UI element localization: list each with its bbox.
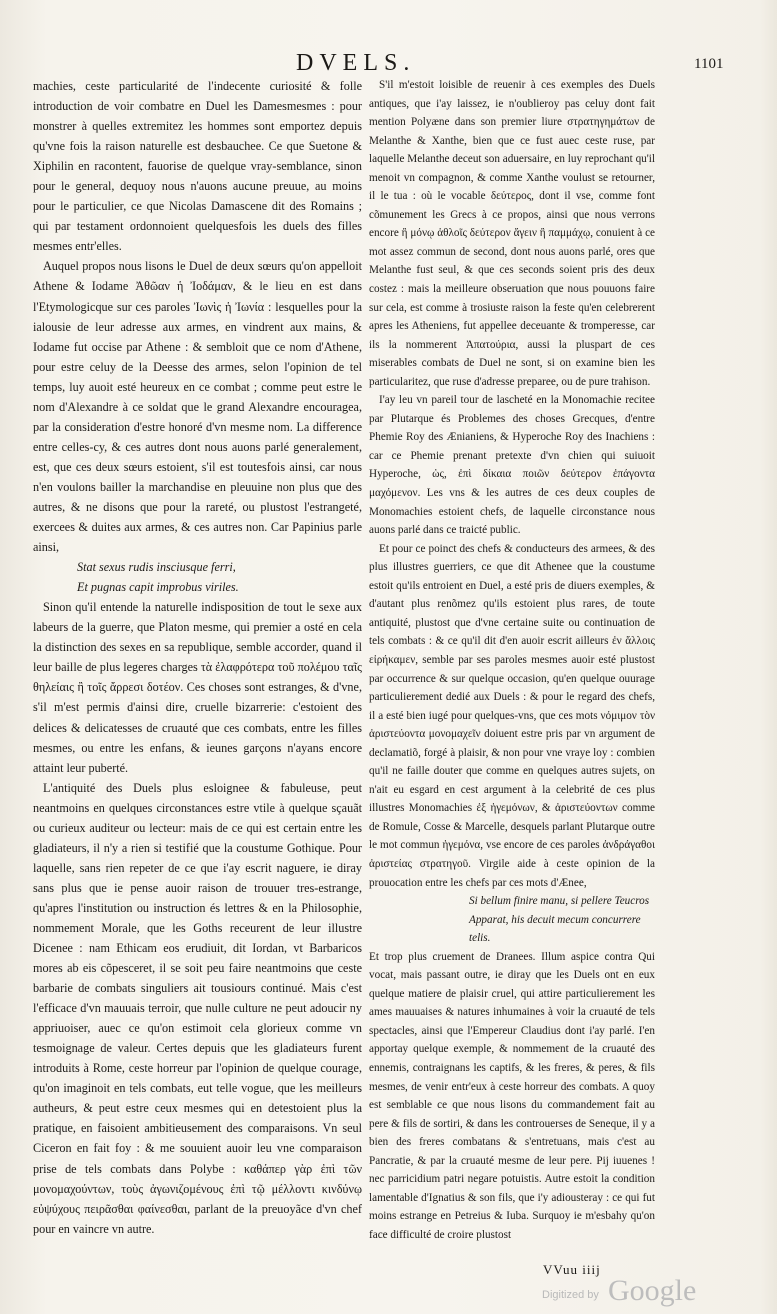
google-logo: Google — [608, 1274, 697, 1307]
running-title: DVELS. — [296, 50, 416, 76]
right-column — [369, 76, 655, 1244]
page-number: 1101 — [694, 56, 724, 72]
paragraph: I'ay leu vn pareil tour de lascheté en la Monomachie recitee par Plutarque és Problemes des choses Grecques, d'entre Phemie Roy des Ænianiens, & Hyperoche Roy des Inachiens : car ce Phemie prenant pretexte d'vn chien qui suiuoit Hyperoche, ὡς, ἐπὶ δίκαια ποιῶν δεύτερον ἐπάγοντα μαχόμενον. Les vns & les autres de ces deux couples de Monomachies estoient chefs, de laquelle circonstance nous auons parlé dans ce traicté public. — [369, 394, 655, 537]
signature-mark: VVuu iiij — [543, 1262, 601, 1277]
verse-line: Si bellum finire manu, si pellere Teucros — [469, 895, 650, 908]
paragraph: Auquel propos nous lisons le Duel de deux sœurs qu'on appelloit Athene & Iodame Ἀθῶαν ἡ Ἰοδάμαν, & le lieu en est dans l'Etymologicque sur ces paroles Ἰωνὶς ἡ Ἰωνία : lesquelles pour la ialousie de leur adresse aux armes, en vindrent aux mains, & Iodame fut occise par Athene : & sembloit que ce nom d'Athene, pour estre celuy de la Deesse des armes, selon l'opinion de tel temps, luy auoit esté heureux en ce combat ; comme peut estre le nom d'Alexandre à ce soldat que le grand Alexandre encouragea, par la consideration d'estre honoré d'vn mesme nom. La difference entre celles-cy, & ces autres dont nous auons parlé generalement, est, que ces deux sœurs estoient, s'il est toutesfois ainsi, car nous n'en voulons bailler la marchandise en pleuuine non plus que des autres, & ne disons que pour la rareté, ou plustost l'estrangeté, exercees & duites aux armes, & ces autres non. Car Papinius parle ainsi, — [33, 259, 362, 555]
paragraph: Sinon qu'il entende la naturelle indisposition de tout le sexe aux labeurs de la guerre, que Platon mesme, qui premier a osté en cela la distinction des sexes en sa republique, semble accorder, quand il leur baille de plus legeres charges τὰ ἐλαφρότερα τοῦ πολέμου ταῖς θηλείαις ἢ τοῖς ἄρρεσι δοτέον. Ces choses sont estranges, & d'vne, s'il m'est permis d'ainsi dire, cruelle bizarrerie: c'estoient des delices & delicatesses de cruauté que ces combats, entre les filles mesmes, ou entre les enfans, & ieunes garçons n'ayans encore attaint leur puberté. — [33, 600, 362, 775]
paragraph: L'antiquité des Duels plus esloignee & fabuleuse, peut neantmoins en quelques circonstances estre vtile à quelque sçauãt ou curieux auditeur ou lecteur: mais de ce qui est certain entre les gladiateurs, il n'y a rien si testifié que la coustume Gothique. Pour laquelle, sans rien repeter de ce que i'ay escrit naguere, ie diray sans plus que ie pense auoir raison de trouuer tres-estrange, qu'apres l'institution ou instruction és lettres & en la Philosophie, nommement Morale, que les Goths receurent de leur illustre Dicenee : nam Ethicam eos erudiuit, dit Iordan, vt Barbaricos mores ab eis cõpesceret, il se soit peu faire neantmoins que ceste barbarie de combats singuliers ait tousiours continué. Mais c'est l'efficace d'vn mauuais terroir, que nulle culture ne peut adoucir ny appriuoiser, auec ce qu'on estimoit cela glorieux comme vn tesmoignage de valeur. Certes depuis que les gladiateurs furent introduits à Rome, ceste horreur par l'opinion de quelque courage, qu'on imaginoit en tels combats, eut telle vogue, que les meilleurs autheurs, & peut estre ceux mesmes qui en detestoient plus la pratique, en faisoient ambitieusement des comparaisons. Vn seul Ciceron en fait foy : & me souuient auoir leu vne comparaison prise de tels combats dans Polybe : καθάπερ γὰρ ἐπὶ τῶν μονομαχούντων, τοὺς ἀγωνιζομένους ἐπὶ τῷ μέλλοντι κινδύνῳ εὐψύχους πειρᾶσθαι φαίνεσθαι, parlant de la preuoyãce d'vn chef pour en vaincre vn autre. — [33, 780, 362, 1236]
paragraph: Et pour ce poinct des chefs & conducteurs des armees, & des plus illustres guerriers, ce que dit Athenee que la coustume estoit qu'ils entroient en Duel, a esté pris de diuers exemples, & d'autant plus renõmez qu'ils estoient plus rares, de toute antiquité, plustost que d'vne certaine suite ou continuation de tels combats : & ce qu'il dit d'en auoir escrit ailleurs ἐν ἄλλοις εἰρήκαμεν, semble par ses paroles mesmes auoir esté plustost par occurrence & sur quelque occasion, qu'en quelque ouurage particulierement dedié aux Duels : & pour le regard des chefs, il a esté bien iugé pour quelques-vns, que ces mots νόμιμον τὸν ἀριστεύοντα μονομαχεῖν doiuent estre pris par vn argument de declamatiõ, forgé à plaisir, & non pour vne vraye loy : combien qu'il ne faille douter que comme en quelques autres sujets, on n'ait eu esgard en cest argument à la celebrité de ces plus illustres Monomachies ἐξ ἡγεμόνων, & ἀριστεύοντων comme de Romule, Cosse & Marcelle, desquels parlant Plutarque outre le mot commun ἡγεμόνα, vse encore de ces paroles ἀνδράγαθοι ἀριστείας στρατηγοῦ. Virgile aide à ceste opinion de la prouocation entre les chefs par ces mots d'Ænee, — [369, 542, 655, 889]
page-edge — [760, 0, 777, 1314]
paragraph: S'il m'estoit loisible de reuenir à ces exemples des Duels antiques, que i'ay laissez, ie n'oublieroy pas celuy dont fait mention Polyæne dans son premier liure στρατηγημάτων de Melanthe & Xanthe, bien que ce fust auec ceste ruse, par laquelle Melanthe deceut son aduersaire, en luy reprochant qu'il menoit vn compagnon, & comme Xanthe voulust se retourner, il le tua : où le vocable δεύτερος, dont il vse, comme font cõmunement les Grecs à ce propos, ainsi que nous verrons encore ἢ μόνῳ ἀθλοῖς δεύτερον ἄγειν ἢ παμμάχῳ, conuient à ce mot assez commun de second, dont nous auons parlé, ores que Melanthe fust seul, & que ces seconds soient pris des deux costez : mais la meilleure obseruation que nous pouuons faire sur cela, est comme à trosiuste raison la feste qu'en celebrerent apres les Atheniens, fut appellee deceuante & tromperesse, car ils la nommerent Ἀπατούρια, aussi la pluspart de ces miserables combats de Duel ne sont, si on examine bien les particularitez, que ruse d'adresse preparee, ou de pure trahison. — [369, 79, 655, 388]
paragraph: Et trop plus cruement de Dranees. Illum aspice contra Qui vocat, mais passant outre, ie diray que les Duels ont en eux quelque matiere de plaisir cruel, qui attire particulierement les ames mauuaises & natures inhumaines à voir la cruauté de tels spectacles, ainsi que l'Empereur Claudius dont i'ay parlé. I'en apportay quelque exemple, & nommement de la cruauté des ennemis, contraignans les captifs, & les freres, & peres, & fils mesmes, de venir entr'eux à ceste horreur des combats. A quoy est semblable ce que nous lisons du commandement fait au pere & fils de sortiri, & dans les controuerses de Seneque, il y a bien des freres combatans & s'entretuans, mais c'est au Pancratie, & par la cruauté mesme de leur pere. Pij iuuenes ! nec parricidium patri negare potuistis. Autre estoit la condition lamentable d'Ignatius & son fils, que i'y adiousteray : ce qui fut moins estrange en Petreius & Iuba. Surquoy ie m'esbahy qu'on face difficulté de croire plustost — [369, 950, 655, 1241]
digitized-watermark — [536, 1270, 758, 1310]
verse-line: Et pugnas capit improbus viriles. — [77, 580, 239, 595]
verse-line: Apparat, his decuit mecum concurrere telis. — [469, 913, 641, 945]
verse-line: Stat sexus rudis insciusque ferri, — [77, 560, 236, 575]
digitized-label: Digitized by — [542, 1289, 599, 1301]
left-column — [33, 76, 362, 1239]
paragraph: machies, ceste particularité de l'indecente curiosité & folle introduction de voir combatre en Duel les Damesmesmes : pour monstrer à quelles extremitez les hommes sont emportez depuis qu'vne fois la raison naturelle est desbauchee. Ce que Suetone & Xiphilin en racontent, fauorise de quelque vray-semblance, sinon pour le general, dequoy nous n'auons aucune preuue, au moins pour le particulier, ce que Nicolas Damascene dit des Romains ; qui par testament ordonnoient quelquesfois les duels des filles mesmes entr'elles. — [33, 79, 362, 254]
